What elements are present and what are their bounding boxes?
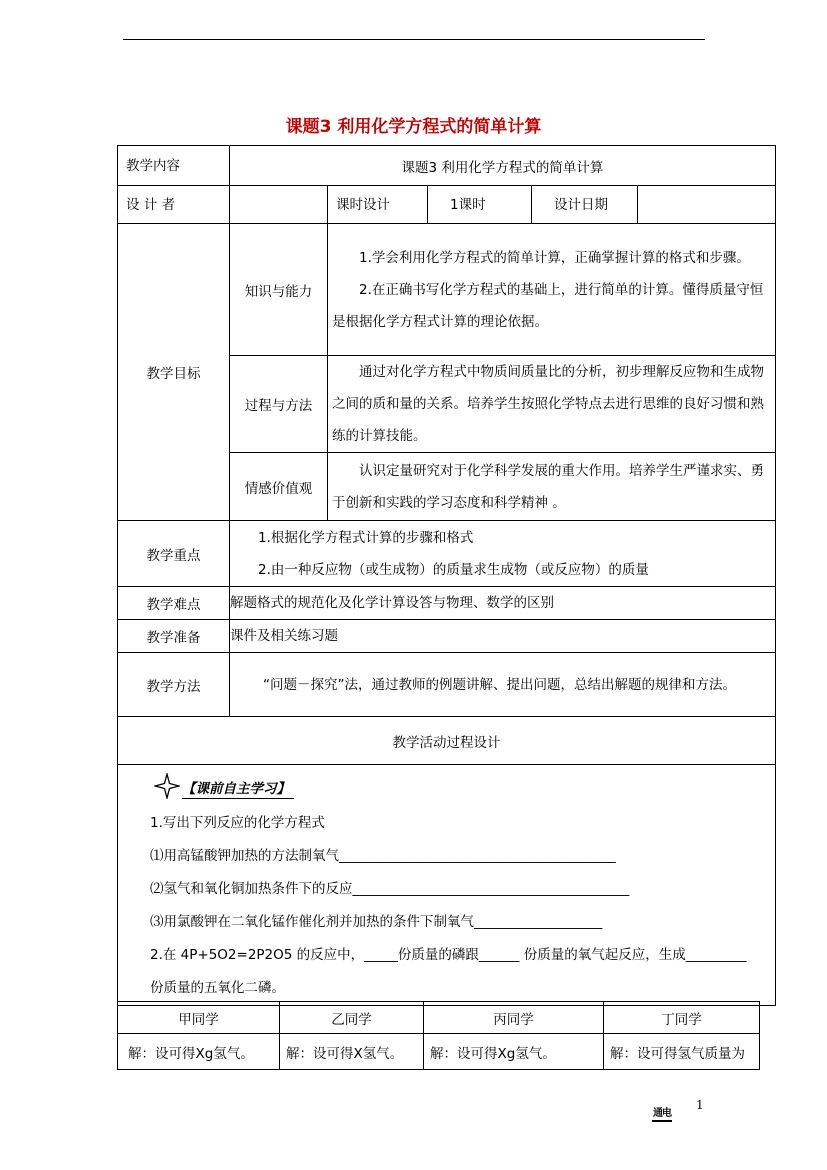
page-title: 课题3 利用化学方程式的简单计算 — [285, 117, 542, 137]
method-label: 教学方法 — [118, 653, 230, 717]
student-answer-4: 解：设可得氢气质量为 — [604, 1034, 760, 1070]
question-2-line2: 份质量的五氧化二磷。 — [150, 980, 285, 996]
date-value — [638, 186, 776, 224]
content-label: 教学内容 — [118, 146, 230, 186]
key-point-1: 1.根据化学方程式计算的步骤和格式 — [258, 529, 474, 546]
preparation-label: 教学准备 — [118, 620, 230, 653]
key-points-cell — [230, 521, 776, 587]
student-answer-1: 解：设可得Xg氢气。 — [118, 1034, 280, 1070]
lesson-count: 1课时 — [428, 186, 532, 224]
student-answer-3: 解：设可得Xg氢气。 — [424, 1034, 604, 1070]
content-value: 课题3 利用化学方程式的简单计算 — [230, 146, 776, 186]
emotion-cell — [328, 453, 776, 521]
key-point-2: 2.由一种反应物（或生成物）的质量求生成物（或反应物）的质量 — [258, 561, 649, 578]
preparation-value: 课件及相关练习题 — [230, 620, 776, 653]
header-rule — [123, 39, 705, 40]
student-name-1: 甲同学 — [118, 1002, 280, 1034]
date-label: 设计日期 — [532, 186, 638, 224]
lesson-design-label: 课时设计 — [328, 186, 428, 224]
knowledge-label: 知识与能力 — [230, 224, 328, 356]
lesson-plan-table — [117, 145, 776, 1006]
student-answer-2: 解：设可得X氢气。 — [280, 1034, 424, 1070]
page-number: 1 — [696, 1098, 704, 1112]
process-label: 过程与方法 — [230, 356, 328, 453]
question-1a: ⑴用高锰酸钾加热的方法制氧气_________________________________________ — [150, 848, 616, 864]
student-name-4: 丁同学 — [604, 1002, 760, 1034]
designer-label: 设 计 者 — [118, 186, 230, 224]
knowledge-p2: 2.在正确书写化学方程式的基础上，进行简单的计算。懂得质量守恒是根据化学方程式计算的理论依据。 — [332, 281, 764, 330]
method-value: “问题－探究”法，通过教师的例题讲解、提出问题，总结出解题的规律和方法。 — [263, 676, 736, 693]
students-table — [117, 1001, 760, 1070]
process-p: 通过对化学方程式中物质间质量比的分析，初步理解反应物和生成物之间的质和量的关系。培养学生按照化学特点去进行思维的良好习惯和熟练的计算技能。 — [332, 364, 764, 444]
process-cell — [328, 356, 776, 453]
pre-study-cell — [118, 765, 776, 1006]
difficulty-value: 解题格式的规范化及化学计算设答与物理、数学的区别 — [230, 587, 776, 620]
method-cell — [230, 653, 776, 717]
pre-study-label: 【课前自主学习】 — [182, 777, 294, 799]
key-points-label: 教学重点 — [118, 521, 230, 587]
pre-study-heading — [118, 765, 775, 799]
goals-label: 教学目标 — [118, 224, 230, 521]
question-1: 1.写出下列反应的化学方程式 — [150, 815, 325, 831]
emotion-p: 认识定量研究对于化学科学发展的重大作用。培养学生严谨求实、勇于创新和实践的学习态度和科学精神 。 — [332, 462, 764, 511]
activity-header: 教学活动过程设计 — [118, 717, 776, 765]
pre-study-list — [118, 807, 775, 1005]
logo: 通电 — [652, 1104, 672, 1122]
question-1c: ⑶用氯酸钾在二氧化锰作催化剂并加热的条件下制氧气___________________ — [150, 914, 603, 930]
designer-value — [230, 186, 328, 224]
student-name-2: 乙同学 — [280, 1002, 424, 1034]
knowledge-cell — [328, 224, 776, 356]
student-name-3: 丙同学 — [424, 1002, 604, 1034]
emotion-label: 情感价值观 — [230, 453, 328, 521]
question-2-line1: 2.在 4P+5O2=2P2O5 的反应中，_____份质量的磷跟______ 份质量的氧气起反应，生成_________ — [150, 947, 747, 963]
difficulty-label: 教学难点 — [118, 587, 230, 620]
four-point-star-icon — [154, 773, 180, 799]
question-1b: ⑵氢气和氧化铜加热条件下的反应_________________________________________ — [150, 881, 630, 897]
knowledge-p1: 1.学会利用化学方程式的简单计算，正确掌握计算的格式和步骤。 — [359, 249, 750, 266]
